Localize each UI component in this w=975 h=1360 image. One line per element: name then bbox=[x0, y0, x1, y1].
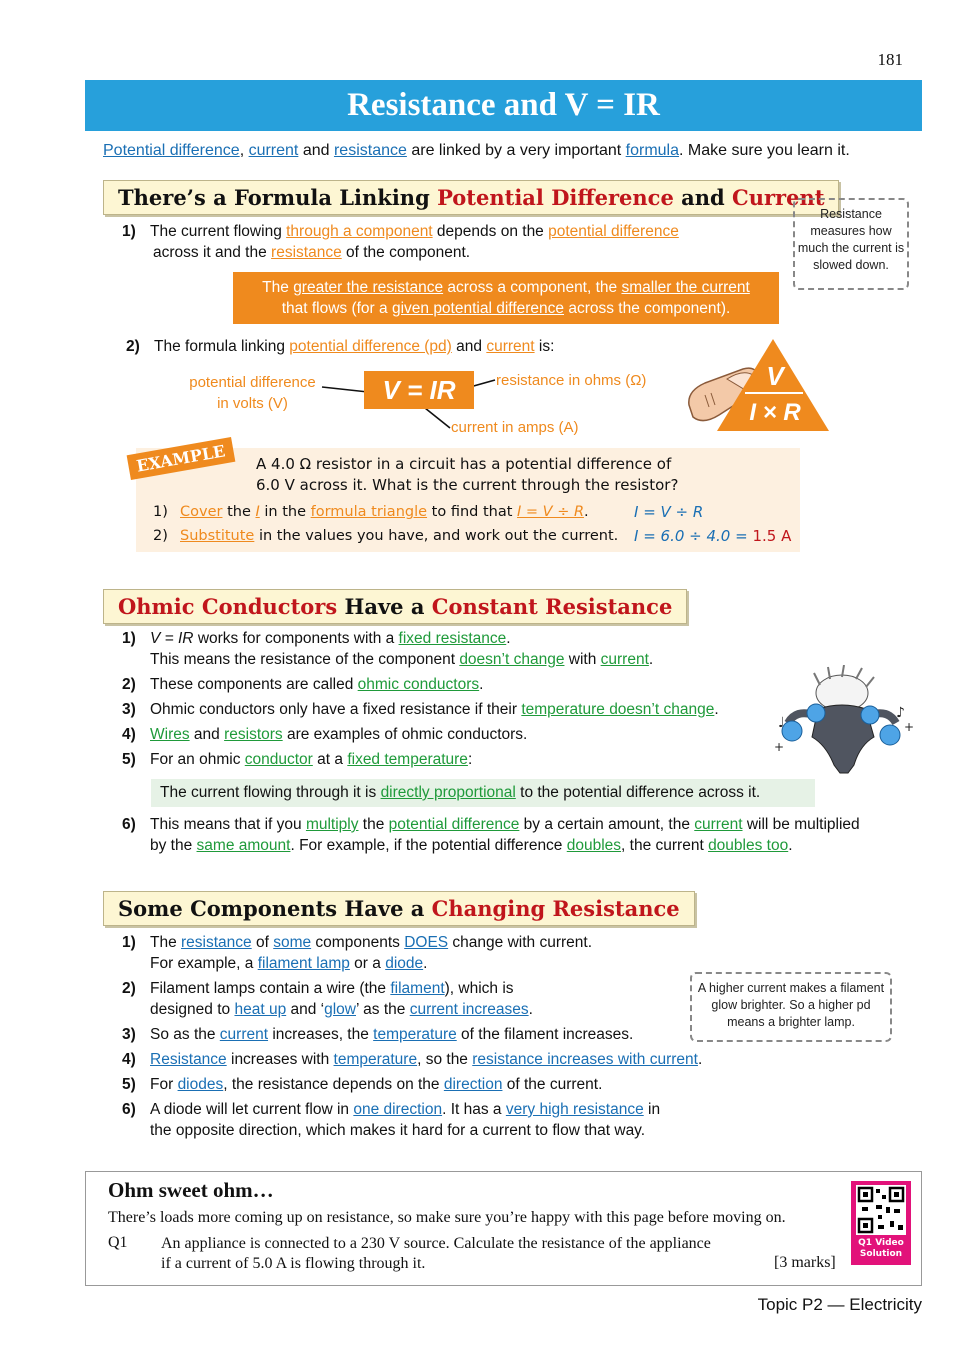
s2-i1-g: with bbox=[564, 651, 601, 668]
s3-item1-num: 1) bbox=[122, 934, 136, 951]
s2-i1-f: doesn’t change bbox=[459, 651, 565, 668]
s2-i6-g: will be multiplied bbox=[742, 816, 860, 833]
s2-i5-d: fixed temperature bbox=[347, 751, 468, 768]
s1-item2-num: 2) bbox=[126, 338, 140, 355]
qr-video-link[interactable] bbox=[851, 1181, 911, 1265]
s2-i1-a: V = IR bbox=[150, 630, 194, 647]
s3-i2-b: filament bbox=[390, 980, 445, 997]
s2-item4 bbox=[122, 724, 527, 745]
s2-heading-a: Ohmic Conductors bbox=[118, 594, 338, 619]
s3-i1-i: filament lamp bbox=[257, 955, 350, 972]
s3-i2-a: Filament lamps contain a wire (the bbox=[150, 980, 391, 997]
s2-i2-c: . bbox=[479, 676, 484, 693]
s3-i1-l: . bbox=[423, 955, 428, 972]
s2-i5-c: at a bbox=[312, 751, 348, 768]
example-q-line2: 6.0 V across it. What is the current through the resistor? bbox=[256, 476, 679, 494]
key-point-proportional bbox=[151, 779, 815, 807]
term-formula: formula bbox=[625, 142, 680, 159]
page-title bbox=[85, 80, 922, 131]
s2-i2-a: These components are called bbox=[150, 676, 358, 693]
s2-i1-b: works for components with a bbox=[193, 630, 399, 647]
svg-text:+: + bbox=[774, 740, 785, 754]
s2-i3-b: temperature doesn’t change bbox=[521, 701, 715, 718]
intro-sep: , bbox=[239, 142, 249, 159]
side-note-resistance: Resistance measures how much the current is slowed down. bbox=[793, 198, 909, 290]
ex-s1-a: Cover bbox=[180, 504, 223, 520]
svg-text:♪: ♪ bbox=[896, 705, 905, 721]
key-point-box bbox=[233, 272, 779, 324]
s2-i6-j: . For example, if the potential difference bbox=[290, 837, 567, 854]
question-line1: An appliance is connected to a 230 V source. Calculate the resistance of the appliance bbox=[161, 1235, 711, 1252]
s3-item6 bbox=[122, 1099, 660, 1141]
s3-i2-h: ’ as the bbox=[356, 1001, 410, 1018]
ex-s1-e: formula triangle bbox=[310, 504, 428, 520]
s2-heading-c: Constant Resistance bbox=[431, 594, 673, 619]
example-result1: I = V ÷ R bbox=[634, 503, 704, 521]
s3-i5-c: , the resistance depends on the bbox=[223, 1076, 444, 1093]
s3-i1-d: some bbox=[273, 934, 312, 951]
s2-item4-num: 4) bbox=[122, 726, 136, 743]
s2-i6-d: potential difference bbox=[388, 816, 520, 833]
question-line2: if a current of 5.0 A is flowing through it. bbox=[161, 1255, 426, 1272]
summary-heading: Ohm sweet ohm… bbox=[108, 1178, 274, 1202]
s1-heading-b: Potential Difference bbox=[437, 185, 674, 210]
ex-s1-g: I = V ÷ R bbox=[517, 504, 585, 520]
s1-heading-c: and bbox=[673, 185, 733, 210]
s3-i3-b: current bbox=[219, 1026, 269, 1043]
intro-end: . Make sure you learn it. bbox=[679, 142, 850, 159]
s3-i5-a: For bbox=[150, 1076, 178, 1093]
intro-text bbox=[103, 142, 850, 160]
gb-a: The current flowing through it is bbox=[160, 784, 381, 801]
s2-i6-n: . bbox=[788, 837, 793, 854]
s2-i6-i: same amount bbox=[196, 837, 291, 854]
s3-i1-b: resistance bbox=[181, 934, 252, 951]
s1-heading-d: Current bbox=[732, 185, 825, 210]
s3-i2-j: . bbox=[528, 1001, 533, 1018]
s1-i1-a: The current flowing bbox=[150, 223, 287, 240]
s2-item5-num: 5) bbox=[122, 751, 136, 768]
question-number: Q1 bbox=[108, 1234, 128, 1251]
s3-item2-num: 2) bbox=[122, 980, 136, 997]
label-resistance-ohms: resistance in ohms (Ω) bbox=[496, 372, 647, 389]
s1-item1-num: 1) bbox=[122, 223, 136, 240]
ex-r2-a: I = 6.0 ÷ 4.0 = bbox=[634, 527, 753, 545]
s3-item5-num: 5) bbox=[122, 1076, 136, 1093]
s1-i2-d: current bbox=[486, 338, 535, 355]
section3-heading bbox=[103, 891, 695, 926]
ohm-character-illustration bbox=[770, 665, 915, 780]
s3-i2-e: heat up bbox=[234, 1001, 287, 1018]
summary-text: There’s loads more coming up on resistance, so make sure you’re happy with this page before moving on. bbox=[108, 1209, 786, 1226]
ex-s1-c: I bbox=[255, 504, 260, 520]
section2-heading bbox=[103, 589, 687, 624]
intro-and: and bbox=[298, 142, 334, 159]
s3-i2-g: glow bbox=[324, 1001, 356, 1018]
s3-i3-d: temperature bbox=[373, 1026, 457, 1043]
triangle-v: V bbox=[766, 361, 784, 391]
s3-i4-a: Resistance bbox=[150, 1051, 227, 1068]
s2-item1-num: 1) bbox=[122, 630, 136, 647]
gb-b: directly proportional bbox=[380, 784, 516, 801]
formula-v-equals-ir: V = IR bbox=[364, 371, 474, 409]
s3-i3-e: of the filament increases. bbox=[456, 1026, 634, 1043]
svg-text:♩: ♩ bbox=[778, 715, 785, 731]
s3-item4-num: 4) bbox=[122, 1051, 136, 1068]
s2-i6-a: This means that if you bbox=[150, 816, 306, 833]
ob-f: given potential difference bbox=[391, 300, 565, 317]
s3-i6-b: one direction bbox=[353, 1101, 443, 1118]
s3-i1-a: The bbox=[150, 934, 182, 951]
section1-heading bbox=[103, 180, 839, 215]
qr-code-icon bbox=[856, 1185, 906, 1235]
example-question bbox=[256, 454, 678, 496]
example-step1 bbox=[153, 502, 589, 523]
s1-i1-e: across it and the bbox=[153, 244, 272, 261]
s3-item2 bbox=[122, 978, 533, 1020]
s1-heading-a: There’s a Formula Linking bbox=[118, 185, 438, 210]
ex-step1-num: 1) bbox=[153, 504, 168, 520]
ex-s2-b: in the values you have, and work out the current. bbox=[254, 528, 619, 544]
term-current: current bbox=[248, 142, 299, 159]
s3-i1-f: DOES bbox=[404, 934, 449, 951]
s3-i1-g: change with current. bbox=[448, 934, 593, 951]
ex-s1-b: the bbox=[222, 504, 256, 520]
term-resistance: resistance bbox=[333, 142, 407, 159]
s3-i6-a: A diode will let current flow in bbox=[150, 1101, 354, 1118]
ex-s1-h: . bbox=[584, 504, 589, 520]
s2-i5-b: conductor bbox=[244, 751, 313, 768]
s2-i6-f: current bbox=[694, 816, 743, 833]
s1-i1-f: resistance bbox=[271, 244, 342, 261]
label-current-amps: current in amps (A) bbox=[451, 419, 579, 436]
s3-item3 bbox=[122, 1024, 633, 1045]
s1-item1 bbox=[122, 221, 762, 263]
s2-i5-a: For an ohmic bbox=[150, 751, 245, 768]
s2-i6-e: by a certain amount, the bbox=[519, 816, 695, 833]
s2-i1-h: current bbox=[600, 651, 649, 668]
s3-i1-c: of bbox=[251, 934, 274, 951]
s3-i6-f: the opposite direction, which makes it hard for a current to flow that way. bbox=[150, 1122, 646, 1139]
s2-i3-c: . bbox=[714, 701, 719, 718]
s2-i4-c: resistors bbox=[224, 726, 283, 743]
s2-i6-m: doubles too bbox=[708, 837, 789, 854]
s2-item1 bbox=[122, 628, 653, 670]
s3-item6-num: 6) bbox=[122, 1101, 136, 1118]
s1-i1-g: of the component. bbox=[341, 244, 471, 261]
s3-i3-a: So as the bbox=[150, 1026, 220, 1043]
s1-i2-e: is: bbox=[534, 338, 555, 355]
s3-i4-b: increases with bbox=[226, 1051, 334, 1068]
s2-i4-a: Wires bbox=[150, 726, 190, 743]
ex-s1-f: to find that bbox=[427, 504, 518, 520]
s1-i2-c: and bbox=[451, 338, 487, 355]
question-text bbox=[161, 1234, 711, 1274]
s3-i5-e: of the current. bbox=[502, 1076, 603, 1093]
s3-i5-d: direction bbox=[443, 1076, 503, 1093]
s2-item2-num: 2) bbox=[122, 676, 136, 693]
s2-i2-b: ohmic conductors bbox=[357, 676, 480, 693]
s2-i6-h: by the bbox=[150, 837, 197, 854]
triangle-i-times-r: I × R bbox=[749, 399, 801, 426]
s2-i1-e: This means the resistance of the component bbox=[150, 651, 460, 668]
ob-a: The bbox=[262, 279, 294, 296]
svg-text:+: + bbox=[904, 720, 915, 734]
example-result2 bbox=[634, 526, 791, 547]
s3-i1-h: For example, a bbox=[150, 955, 258, 972]
s2-i1-d: . bbox=[506, 630, 511, 647]
example-step2 bbox=[153, 526, 618, 547]
s2-i6-c: the bbox=[358, 816, 389, 833]
s2-i1-i: . bbox=[648, 651, 654, 668]
s3-i4-f: . bbox=[697, 1051, 703, 1068]
s3-i6-c: . It has a bbox=[442, 1101, 506, 1118]
s2-i6-k: doubles bbox=[566, 837, 622, 854]
ob-b: greater the resistance bbox=[293, 279, 444, 296]
s2-i1-c: fixed resistance bbox=[398, 630, 507, 647]
page-title-text: Resistance and V = IR bbox=[347, 87, 660, 123]
example-badge: EXAMPLE bbox=[127, 437, 235, 480]
s3-heading-b: Changing Resistance bbox=[431, 896, 680, 921]
s2-heading-b: Have a bbox=[337, 594, 432, 619]
s1-i1-c: depends on the bbox=[432, 223, 549, 240]
ob-c: across a component, the bbox=[443, 279, 622, 296]
s2-i4-b: and bbox=[189, 726, 225, 743]
s3-i2-f: and ‘ bbox=[286, 1001, 325, 1018]
ob-g: across the component). bbox=[564, 300, 731, 317]
s2-i6-l: , the current bbox=[621, 837, 709, 854]
s2-item2 bbox=[122, 674, 483, 695]
s3-i4-c: temperature bbox=[333, 1051, 418, 1068]
s3-i6-e: in bbox=[643, 1101, 661, 1118]
s3-i5-b: diodes bbox=[177, 1076, 224, 1093]
s3-i4-d: , so the bbox=[417, 1051, 473, 1068]
s2-i4-d: are examples of ohmic conductors. bbox=[282, 726, 528, 743]
s3-i2-i: current increases bbox=[409, 1001, 529, 1018]
gb-c: to the potential difference across it. bbox=[515, 784, 761, 801]
s2-i5-e: : bbox=[467, 751, 473, 768]
intro-mid: are linked by a very important bbox=[406, 142, 626, 159]
s1-i1-d: potential difference bbox=[548, 223, 679, 240]
side-note-filament: A higher current makes a filament glow brighter. So a higher pd means a brighter lamp. bbox=[690, 972, 892, 1042]
s3-i3-c: increases, the bbox=[268, 1026, 374, 1043]
s1-i1-b: through a component bbox=[286, 223, 433, 240]
s2-i6-b: multiply bbox=[305, 816, 359, 833]
s3-i6-d: very high resistance bbox=[505, 1101, 644, 1118]
s3-i4-e: resistance increases with current bbox=[472, 1051, 698, 1068]
s3-i2-c: ), which is bbox=[444, 980, 514, 997]
ex-s2-a: Substitute bbox=[180, 528, 255, 544]
page-number: 181 bbox=[877, 50, 903, 69]
ob-d: smaller the current bbox=[621, 279, 750, 296]
s2-item3-num: 3) bbox=[122, 701, 136, 718]
example-q-line1: A 4.0 Ω resistor in a circuit has a potential difference of bbox=[256, 455, 672, 473]
s2-item6-num: 6) bbox=[122, 816, 136, 833]
s3-item4 bbox=[122, 1049, 702, 1070]
ex-r2-b: 1.5 A bbox=[752, 527, 792, 545]
s2-item6 bbox=[122, 814, 922, 856]
topic-label: Topic P2 — Electricity bbox=[757, 1295, 922, 1314]
s3-item5 bbox=[122, 1074, 602, 1095]
s3-i1-e: components bbox=[311, 934, 405, 951]
s2-item3 bbox=[122, 699, 719, 720]
s3-i1-j: or a bbox=[349, 955, 386, 972]
ex-s1-d: in the bbox=[259, 504, 311, 520]
term-potential-difference: Potential difference bbox=[103, 142, 240, 159]
ex-step2-num: 2) bbox=[153, 528, 168, 544]
s1-i2-a: The formula linking bbox=[154, 338, 290, 355]
s2-i3-a: Ohmic conductors only have a fixed resistance if their bbox=[150, 701, 522, 718]
s3-i2-d: designed to bbox=[150, 1001, 235, 1018]
label-potential-difference: potential difference in volts (V) bbox=[189, 374, 316, 412]
s3-item3-num: 3) bbox=[122, 1026, 136, 1043]
s3-i1-k: diode bbox=[385, 955, 424, 972]
s1-i2-b: potential difference (pd) bbox=[289, 338, 452, 355]
s3-heading-a: Some Components Have a bbox=[118, 896, 432, 921]
question-marks: [3 marks] bbox=[774, 1254, 836, 1271]
qr-label: Q1 Video Solution bbox=[858, 1238, 904, 1259]
ob-e: that flows (for a bbox=[281, 300, 392, 317]
s3-item1 bbox=[122, 932, 592, 974]
s2-item5 bbox=[122, 749, 472, 770]
s1-item2 bbox=[126, 336, 554, 357]
